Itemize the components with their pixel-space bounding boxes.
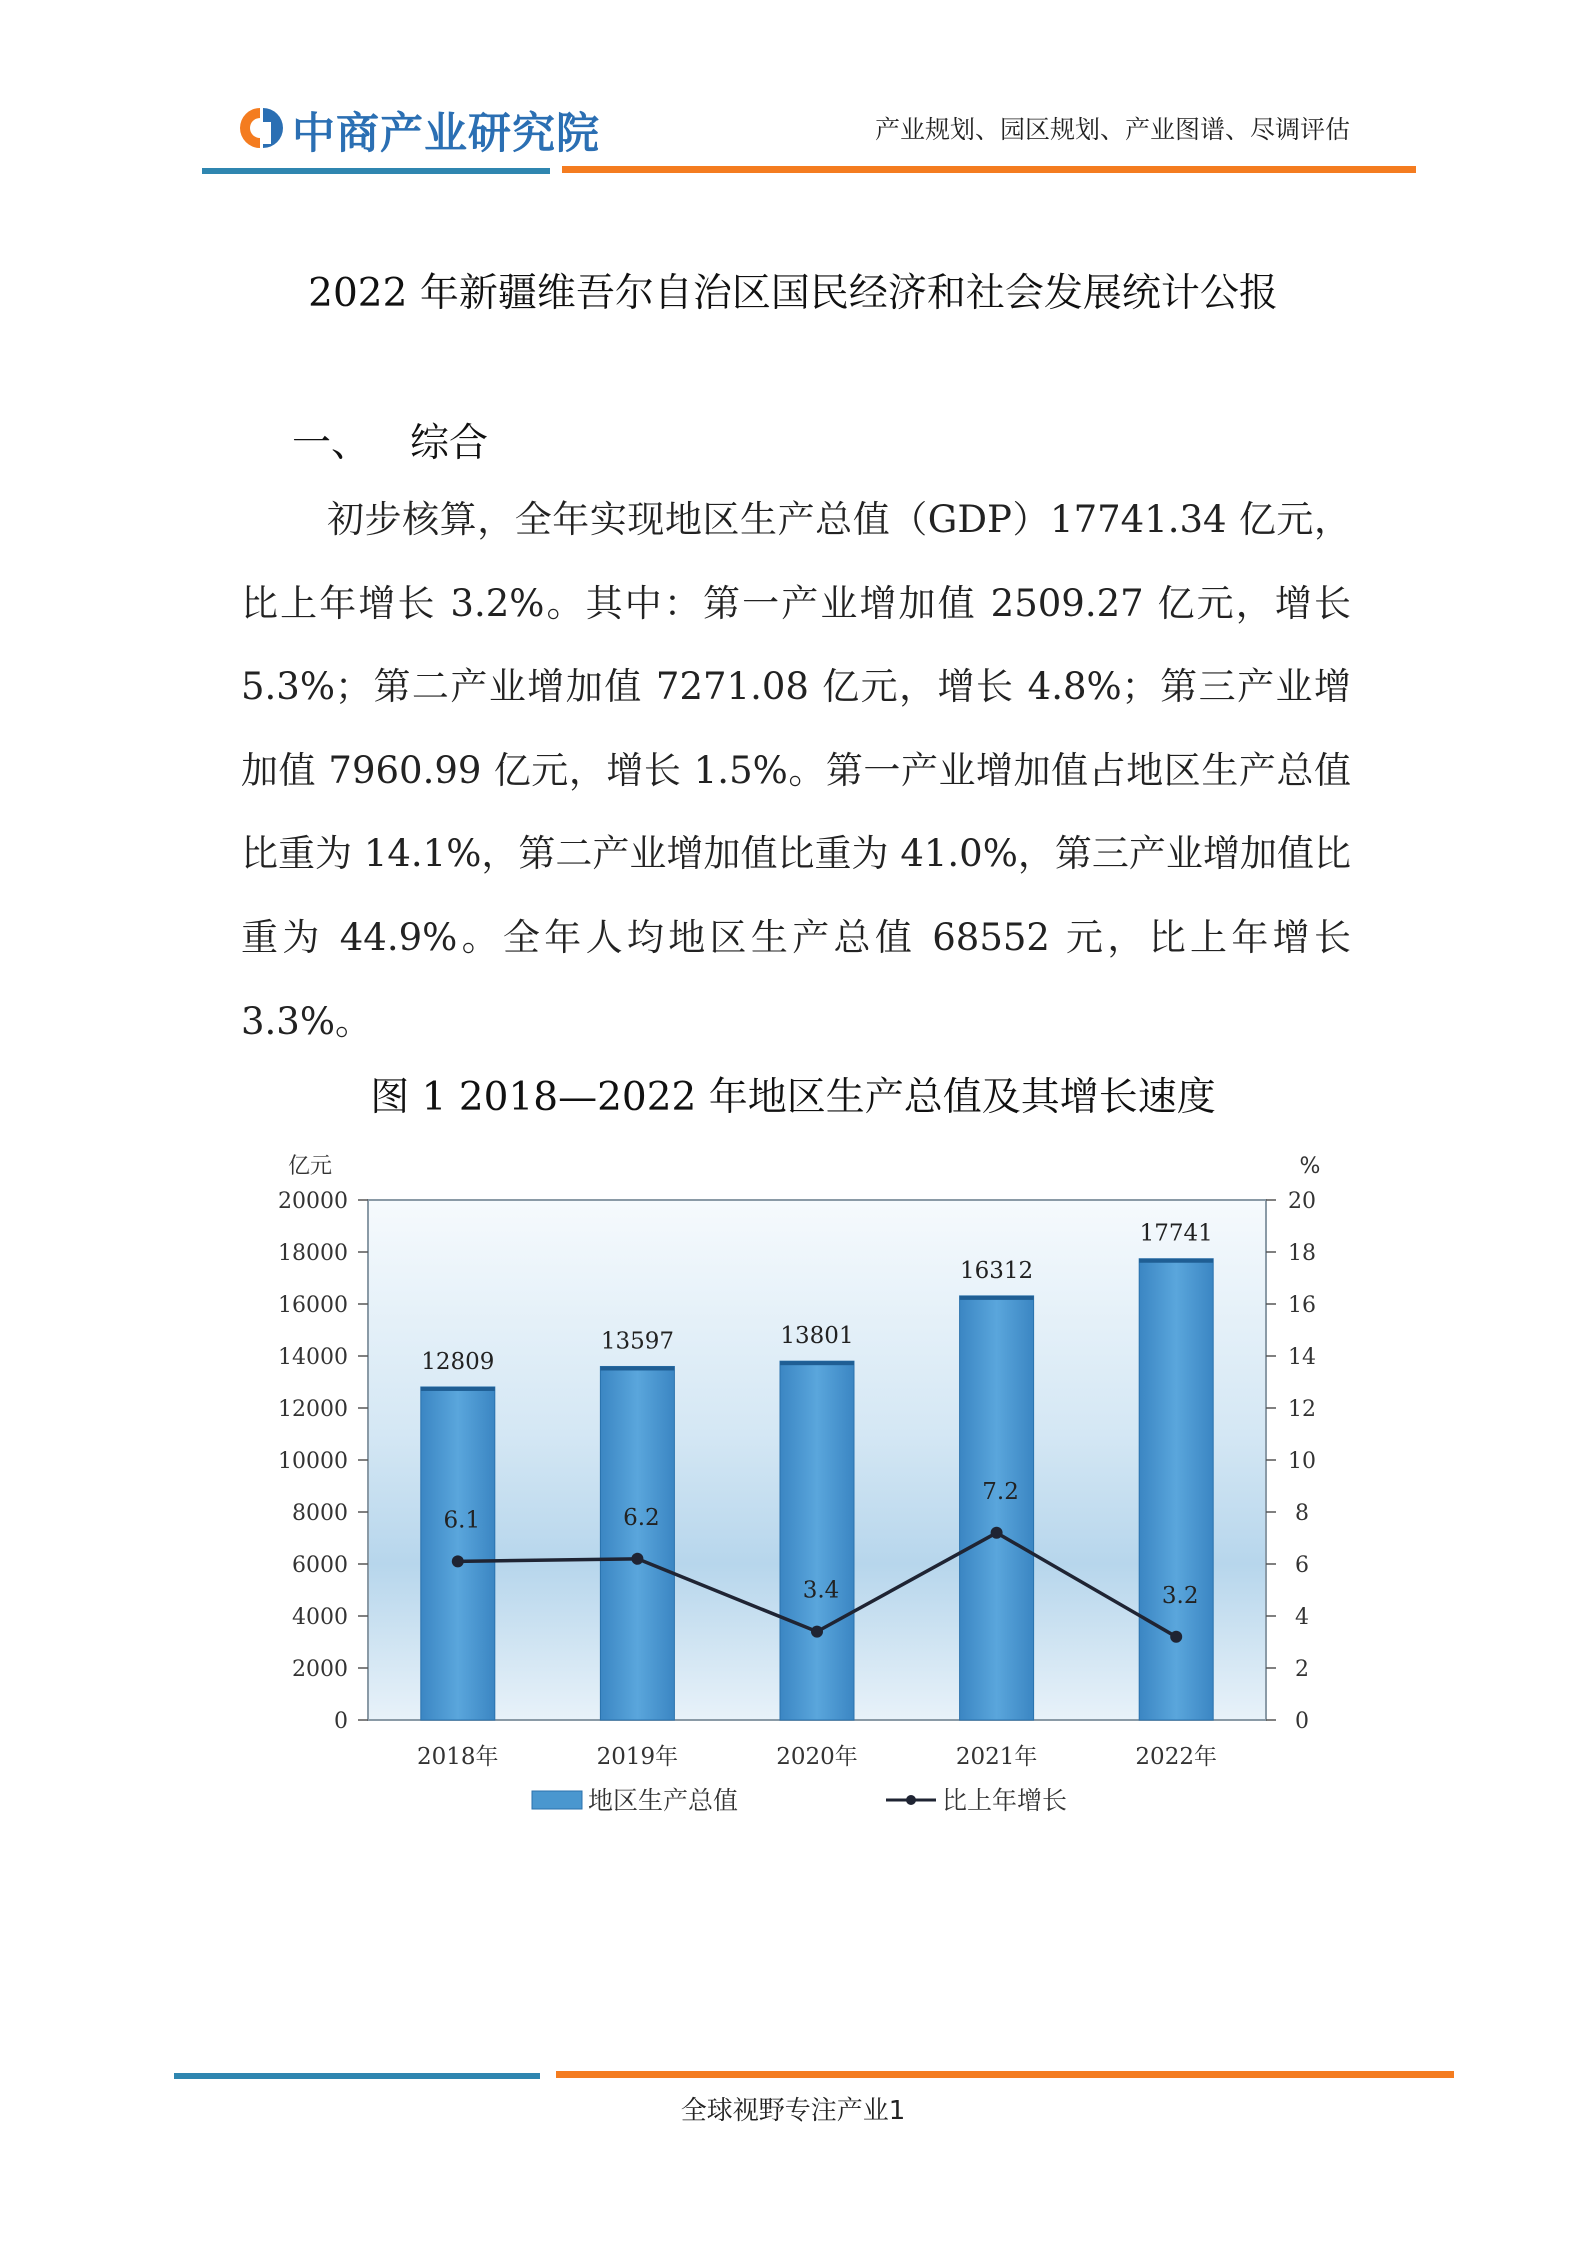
right-axis — [1266, 1189, 1316, 1734]
right-tick-label: 16 — [1288, 1293, 1316, 1318]
bar-top-edge — [421, 1387, 495, 1391]
bar-value-label: 12809 — [421, 1348, 495, 1375]
growth-point — [1170, 1631, 1182, 1643]
logo — [236, 100, 626, 159]
header-rule-blue — [202, 168, 550, 174]
logo-icon — [236, 104, 284, 152]
legend-bar-label: 地区生产总值 — [588, 1786, 739, 1815]
left-axis — [278, 1189, 368, 1734]
section-heading-text: 综合 — [410, 421, 489, 466]
bar-value-label: 13597 — [600, 1328, 674, 1355]
growth-value-label: 7.2 — [982, 1478, 1019, 1505]
left-tick-label: 6000 — [292, 1553, 348, 1578]
bar-value-label: 16312 — [960, 1257, 1034, 1284]
legend-line-label: 比上年增长 — [942, 1786, 1068, 1815]
growth-point — [452, 1555, 464, 1567]
legend-bar-swatch — [532, 1791, 582, 1809]
growth-value-label: 3.4 — [802, 1577, 840, 1604]
right-tick-label: 12 — [1288, 1397, 1316, 1422]
right-tick-label: 8 — [1295, 1501, 1309, 1526]
left-tick-label: 16000 — [278, 1293, 348, 1318]
x-category-label: 2018年 — [417, 1744, 499, 1770]
left-tick-label: 14000 — [278, 1345, 348, 1370]
header-tagline: 产业规划、园区规划、产业图谱、尽调评估 — [874, 115, 1350, 144]
left-axis-unit: 亿元 — [288, 1154, 333, 1179]
x-category-label: 2020年 — [776, 1744, 858, 1770]
footer-rule-blue — [174, 2073, 540, 2079]
left-tick-label: 18000 — [278, 1241, 348, 1266]
x-category-label: 2021年 — [955, 1744, 1038, 1770]
right-tick-label: 4 — [1295, 1605, 1309, 1630]
right-tick-label: 2 — [1295, 1657, 1309, 1682]
right-tick-label: 0 — [1295, 1709, 1309, 1734]
bar-top-edge — [600, 1366, 674, 1370]
bar — [1139, 1259, 1213, 1720]
legend-line-marker — [906, 1795, 916, 1805]
right-tick-label: 14 — [1288, 1345, 1316, 1370]
right-axis-unit: % — [1299, 1154, 1321, 1179]
bar-value-label: 13801 — [780, 1323, 854, 1350]
figure-caption: 图 1 2018—2022 年地区生产总值及其增长速度 — [370, 1075, 1216, 1120]
section-number: 一、 — [292, 421, 371, 466]
bar-top-edge — [780, 1361, 854, 1365]
right-tick-label: 20 — [1288, 1189, 1316, 1214]
x-category-label: 2019年 — [596, 1744, 679, 1770]
growth-point — [991, 1527, 1003, 1539]
footer-rule-orange — [556, 2071, 1454, 2078]
footer-text: 全球视野专注产业1 — [680, 2096, 906, 2126]
x-axis — [417, 1744, 1217, 1770]
bar-top-edge — [960, 1296, 1034, 1300]
left-tick-label: 20000 — [278, 1189, 348, 1214]
left-tick-label: 4000 — [292, 1605, 348, 1630]
left-tick-label: 8000 — [292, 1501, 348, 1526]
document-title: 2022 年新疆维吾尔自治区国民经济和社会发展统计公报 — [308, 271, 1278, 316]
bar — [960, 1296, 1034, 1720]
growth-point — [631, 1553, 643, 1565]
header-rule-orange — [562, 166, 1416, 173]
section-heading — [292, 412, 488, 468]
bar — [421, 1387, 495, 1720]
gdp-growth-chart — [258, 1140, 1368, 1840]
left-tick-label: 0 — [334, 1709, 348, 1734]
body-paragraph: 初步核算，全年实现地区生产总值（GDP）17741.34 亿元，比上年增长 3.2%。其中：第一产业增加值 2509.27 亿元，增长 5.3%；第二产业增加值 7271.08 亿元，增长 4.8%；第三产业增加值 7960.99 亿元，增长 1.5%。第一产业增加值占地区生产总值比重为 14.1%，第二产业增加值比重为 41.0%，第三产业增加值比重为 44.9%。全年人均地区生产总值 68552 元，比上年增长 3.3%。 — [241, 498, 1351, 1043]
left-tick-label: 2000 — [292, 1657, 348, 1682]
right-tick-label: 18 — [1288, 1241, 1316, 1266]
growth-value-label: 6.1 — [443, 1507, 481, 1534]
growth-value-label: 6.2 — [623, 1504, 660, 1531]
right-tick-label: 6 — [1295, 1553, 1309, 1578]
bar — [600, 1366, 674, 1720]
logo-text: 中商产业研究院 — [292, 109, 600, 159]
right-tick-label: 10 — [1288, 1449, 1316, 1474]
bar-value-label: 17741 — [1139, 1220, 1213, 1247]
chart-legend — [532, 1786, 1067, 1815]
bar-top-edge — [1139, 1259, 1213, 1263]
left-tick-label: 10000 — [278, 1449, 348, 1474]
growth-point — [811, 1626, 823, 1638]
x-category-label: 2022年 — [1135, 1744, 1217, 1770]
growth-value-label: 3.2 — [1161, 1582, 1199, 1609]
bar — [780, 1361, 854, 1720]
left-tick-label: 12000 — [278, 1397, 348, 1422]
